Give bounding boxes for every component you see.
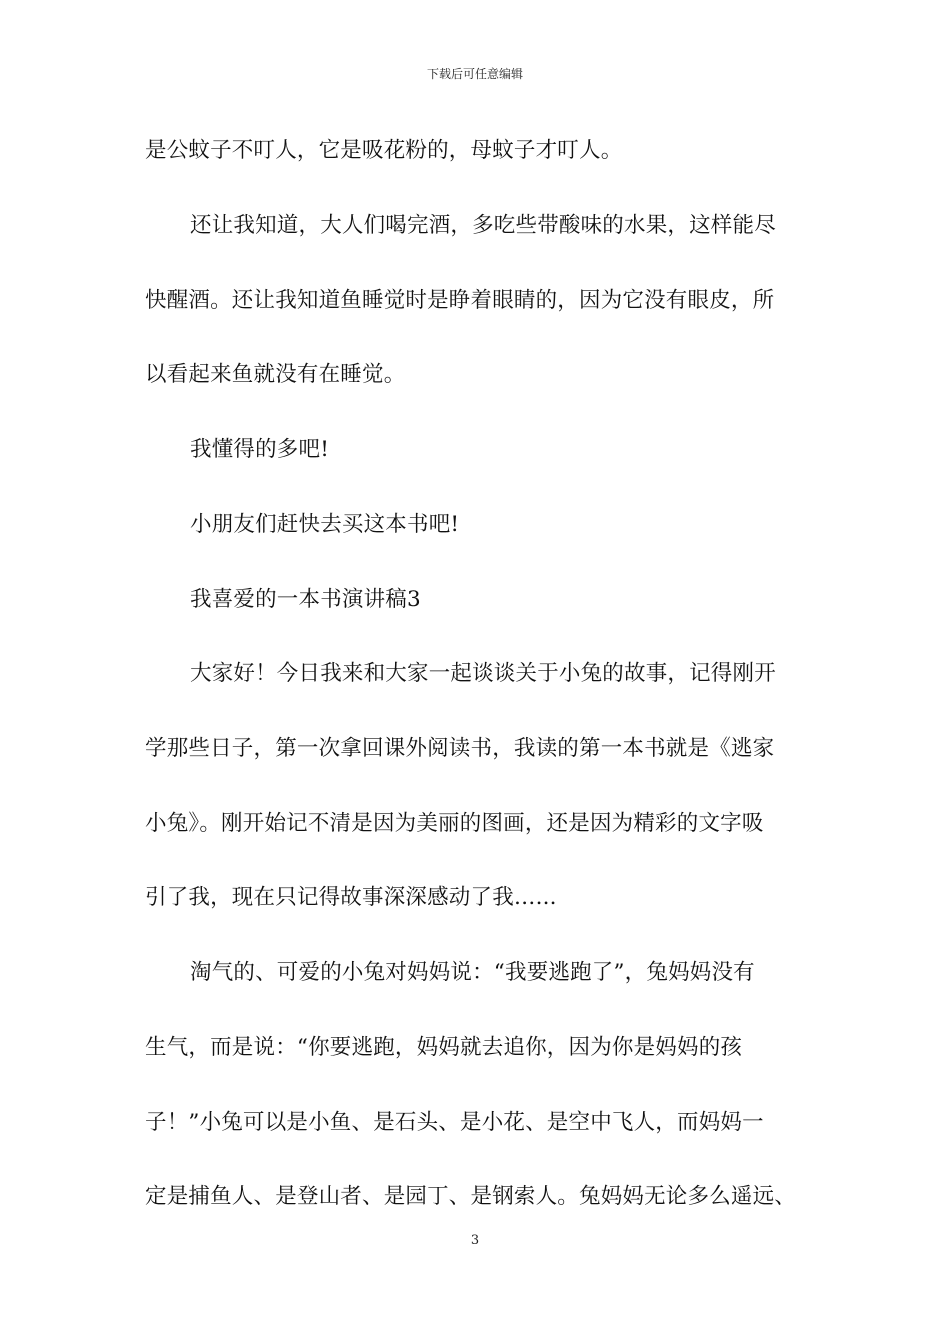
body-line: 生气，而是说：“你要逃跑，妈妈就去追你，因为你是妈妈的孩 (145, 1035, 743, 1060)
body-line: 还让我知道，大人们喝完酒，多吃些带酸味的水果，这样能尽 (190, 213, 776, 238)
body-line: 淘气的、可爱的小兔对妈妈说：“我要逃跑了”，兔妈妈没有 (190, 960, 755, 985)
body-line: 小兔》。刚开始记不清是因为美丽的图画，还是因为精彩的文字吸 (145, 811, 764, 836)
page-header: 下载后可任意编辑 (426, 67, 523, 81)
body-line: 我懂得的多吧! (190, 437, 330, 462)
body-line: 是公蚊子不叮人，它是吸花粉的，母蚊子才叮人。 (145, 138, 623, 163)
body-line: 子！”小兔可以是小鱼、是石头、是小花、是空中飞人，而妈妈一 (145, 1110, 764, 1135)
page-number: 3 (470, 1233, 480, 1248)
body-line: 引了我，现在只记得故事深深感动了我…... (145, 885, 557, 910)
body-line: 定是捕鱼人、是登山者、是园丁、是钢索人。兔妈妈无论多么遥远、 (145, 1184, 797, 1209)
section-title: 我喜爱的一本书演讲稿3 (190, 587, 421, 612)
body-line: 小朋友们赶快去买这本书吧! (190, 512, 460, 537)
body-line: 学那些日子，第一次拿回课外阅读书，我读的第一本书就是《逃家 (145, 736, 775, 761)
body-line: 大家好！今日我来和大家一起谈谈关于小兔的故事，记得刚开 (190, 661, 776, 686)
body-line: 以看起来鱼就没有在睡觉。 (145, 362, 406, 387)
body-line: 快醒酒。还让我知道鱼睡觉时是睁着眼睛的，因为它没有眼皮，所 (145, 288, 775, 313)
